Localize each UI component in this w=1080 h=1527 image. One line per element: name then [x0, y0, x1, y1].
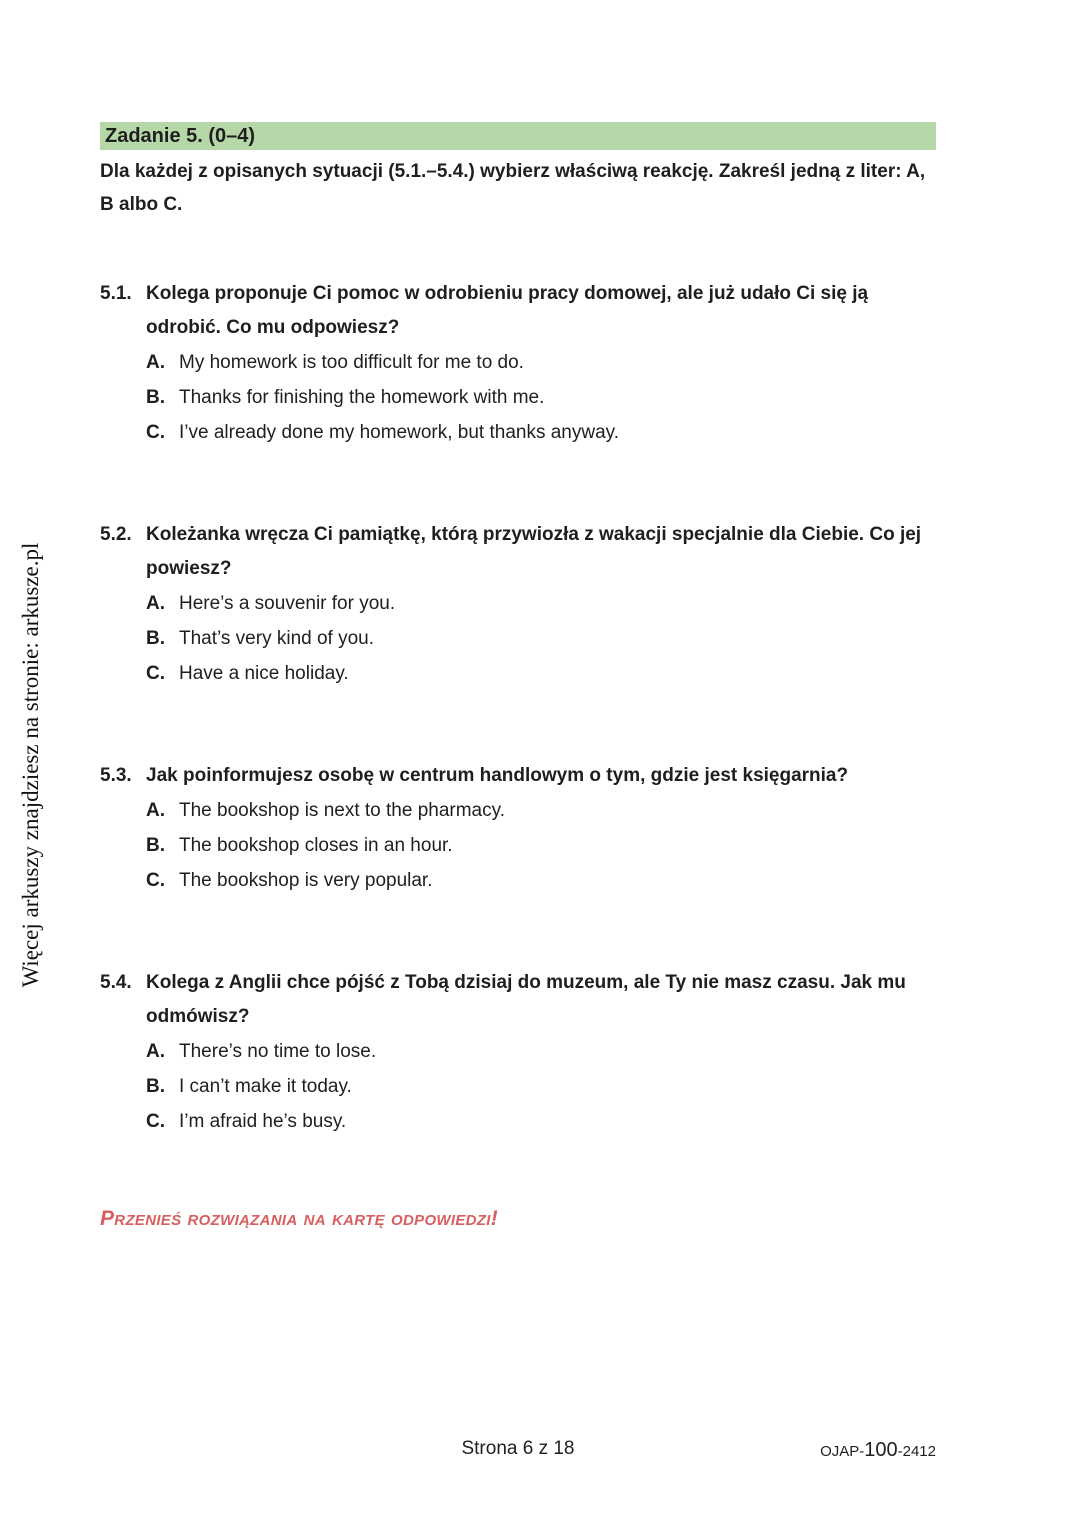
question-head — [100, 277, 936, 345]
question-5-1 — [100, 277, 936, 450]
option-text: Here’s a souvenir for you. — [179, 593, 396, 614]
questions-list — [100, 277, 936, 1139]
task-title: Zadanie 5. (0–4) — [105, 125, 256, 147]
page-footer — [100, 1438, 936, 1468]
question-number: 5.4. — [100, 972, 132, 993]
option-text: I can’t make it today. — [179, 1076, 352, 1097]
answer-option — [146, 1034, 936, 1069]
option-letter: A. — [146, 352, 165, 373]
option-letter: C. — [146, 422, 165, 443]
option-text: The bookshop is very popular. — [179, 870, 433, 891]
question-number: 5.2. — [100, 524, 132, 545]
answer-option — [146, 863, 936, 898]
option-text: The bookshop is next to the pharmacy. — [179, 800, 505, 821]
question-text: Kolega proponuje Ci pomoc w odrobieniu pracy domowej, ale już udało Ci się ją odrobić. Co mu odpowiesz? — [146, 283, 869, 338]
option-text: There’s no time to lose. — [179, 1041, 377, 1062]
answer-option — [146, 828, 936, 863]
option-text: I’ve already done my homework, but thanks anyway. — [179, 422, 620, 443]
question-number: 5.3. — [100, 765, 132, 786]
option-letter: A. — [146, 1041, 165, 1062]
question-5-2 — [100, 518, 936, 691]
question-text: Kolega z Anglii chce pójść z Tobą dzisiaj do muzeum, ale Ty nie masz czasu. Jak mu odmówisz? — [146, 972, 906, 1027]
question-5-3 — [100, 759, 936, 898]
option-letter: B. — [146, 1076, 165, 1097]
question-head — [100, 966, 936, 1034]
answer-option — [146, 380, 936, 415]
booklet-code-mid: 100 — [864, 1439, 898, 1461]
option-letter: A. — [146, 800, 165, 821]
option-letter: A. — [146, 593, 165, 614]
option-letter: B. — [146, 387, 165, 408]
sidebar-vertical-note: Więcej arkuszy znajdziesz na stronie: arkusze.pl — [18, 542, 43, 988]
booklet-code-suffix: -2412 — [897, 1443, 936, 1460]
option-text: My homework is too difficult for me to do. — [179, 352, 524, 373]
question-text: Koleżanka wręcza Ci pamiątkę, którą przywiozła z wakacji specjalnie dla Ciebie. Co jej powiesz? — [146, 524, 922, 579]
options-list — [146, 345, 936, 450]
answer-option — [146, 1104, 936, 1139]
task-instruction: Dla każdej z opisanych sytuacji (5.1.–5.4.) wybierz właściwą reakcję. Zakreśl jedną z liter: A, B albo C. — [100, 161, 926, 215]
option-letter: C. — [146, 870, 165, 891]
options-list — [146, 586, 936, 691]
booklet-code-prefix: OJAP- — [820, 1443, 865, 1460]
answer-option — [146, 656, 936, 691]
option-letter: C. — [146, 1111, 165, 1132]
page-number: Strona 6 z 18 — [461, 1438, 575, 1459]
transfer-answers-note: Przenieś rozwiązania na kartę odpowiedzi! — [100, 1207, 499, 1230]
option-text: Have a nice holiday. — [179, 663, 349, 684]
booklet-code — [820, 1439, 936, 1462]
question-head — [100, 759, 936, 793]
option-letter: C. — [146, 663, 165, 684]
options-list — [146, 1034, 936, 1139]
option-letter: B. — [146, 628, 165, 649]
question-5-4 — [100, 966, 936, 1139]
option-text: That’s very kind of you. — [179, 628, 375, 649]
question-number: 5.1. — [100, 283, 132, 304]
answer-option — [146, 1069, 936, 1104]
answer-option — [146, 793, 936, 828]
answer-option — [146, 345, 936, 380]
option-text: I’m afraid he’s busy. — [179, 1111, 347, 1132]
task-header-bar — [100, 122, 936, 150]
answer-option — [146, 415, 936, 450]
option-text: Thanks for finishing the homework with me. — [179, 387, 545, 408]
question-text: Jak poinformujesz osobę w centrum handlowym o tym, gdzie jest księgarnia? — [146, 765, 849, 786]
answer-option — [146, 586, 936, 621]
options-list — [146, 793, 936, 898]
option-text: The bookshop closes in an hour. — [179, 835, 453, 856]
task-content — [100, 122, 936, 1231]
question-head — [100, 518, 936, 586]
option-letter: B. — [146, 835, 165, 856]
answer-option — [146, 621, 936, 656]
